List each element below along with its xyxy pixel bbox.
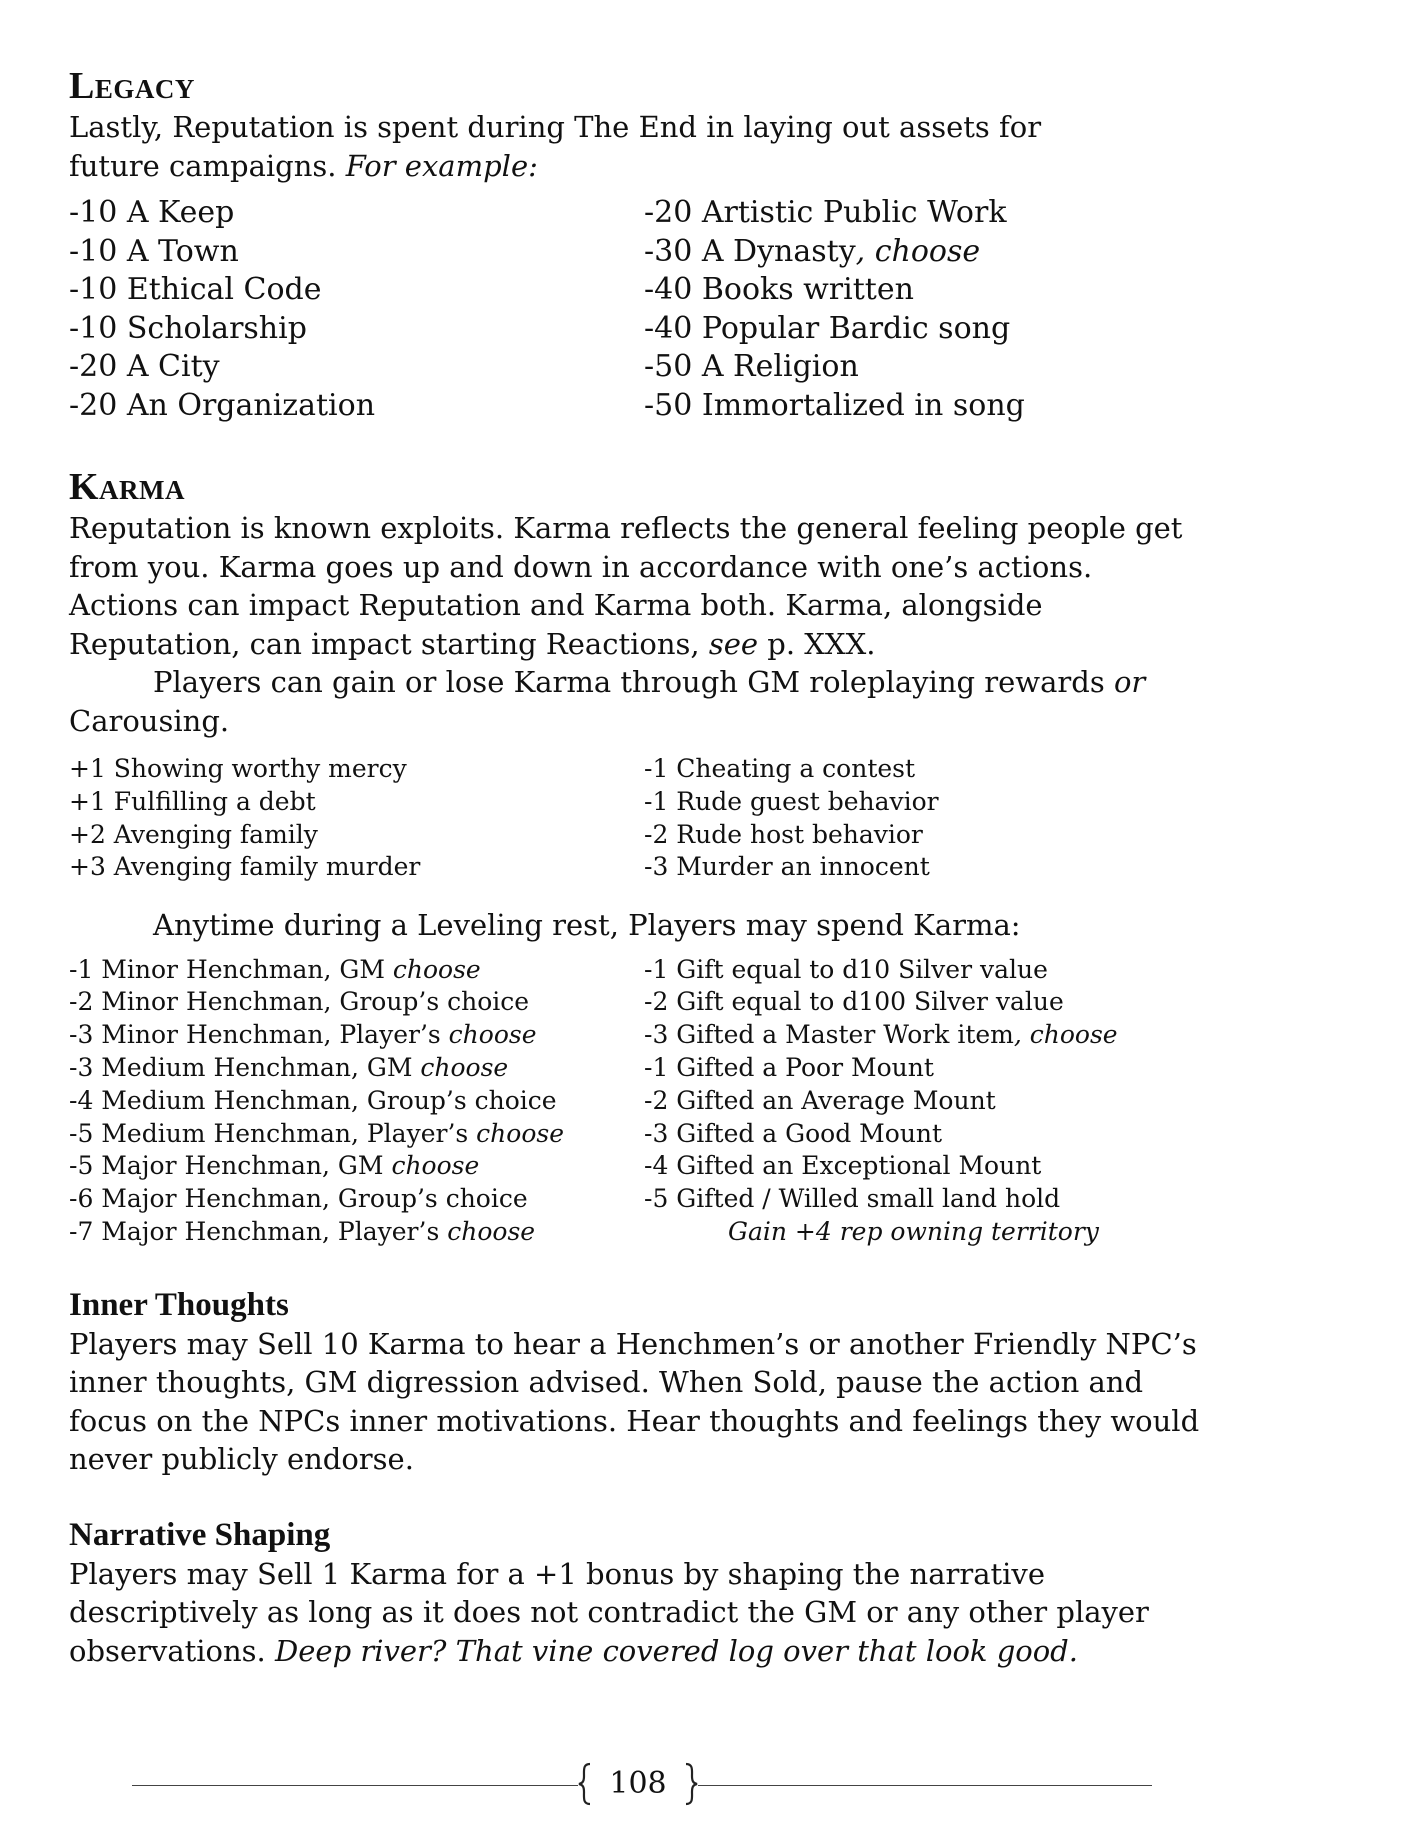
gift-item-text: -2 Gift equal to d100 Silver value [644, 987, 1064, 1017]
legacy-item-text: -40 Books written [644, 272, 914, 307]
legacy-item: -20 A City [69, 349, 220, 384]
karma-p2-text: Players can gain or lose Karma through GM roleplaying rewards [153, 665, 1114, 699]
legacy-item: -10 A Keep [69, 195, 235, 230]
legacy-item [644, 387, 1219, 426]
gifts-list [644, 954, 1219, 1249]
legacy-item: -10 A Town [69, 233, 239, 269]
henchman-item [69, 1019, 644, 1052]
gift-item-text: -3 Gifted a Master Work item [644, 1020, 1014, 1050]
legacy-item-text: -40 Popular Bardic song [644, 310, 1011, 346]
gift-item [644, 1118, 1219, 1151]
legacy-item-text: -50 Immortalized in song [644, 387, 1025, 423]
legacy-item-text: -50 A Religion [644, 349, 859, 384]
legacy-list-left [69, 194, 644, 425]
legacy-item [644, 271, 1219, 310]
legacy-item-text: -30 A Dynasty [644, 233, 856, 269]
gift-item [644, 1019, 1219, 1052]
legacy-item [644, 348, 1219, 387]
footer-rule-right [698, 1785, 1152, 1786]
gift-item-text: -2 Gifted an Average Mount [644, 1085, 996, 1115]
henchman-item [69, 1052, 644, 1085]
legacy-item: -10 Scholarship [69, 310, 307, 346]
narrative-shaping-text [69, 1555, 1219, 1671]
legacy-list [69, 194, 1219, 425]
henchman-item [69, 1118, 644, 1151]
henchmen-list [69, 954, 644, 1249]
henchman-item-italic: choose [391, 1151, 480, 1181]
henchman-item-italic: choose [476, 1118, 565, 1148]
henchman-item-italic: choose [420, 1053, 509, 1083]
karma-lose-item: -1 Rude guest behavior [644, 786, 939, 816]
narrative-shaping-heading: Narrative Shaping [69, 1516, 331, 1553]
page-content [69, 66, 1219, 1670]
gift-item [644, 1085, 1219, 1118]
legacy-item [644, 310, 1219, 349]
gift-item [644, 1183, 1219, 1216]
page-number: 108 [609, 1766, 667, 1801]
gift-item-italic: , choose [1013, 1020, 1118, 1050]
legacy-list-right [644, 194, 1219, 425]
karma-p2-italic: or [1113, 665, 1146, 699]
gift-item [644, 1150, 1219, 1183]
gift-item [644, 986, 1219, 1019]
karma-gain-item: +3 Avenging family murder [69, 852, 421, 882]
henchman-item-text: -2 Minor Henchman, Group’s choice [69, 987, 530, 1017]
karma-heading: Karma [69, 466, 186, 508]
karma-paragraph-2 [69, 663, 1149, 740]
inner-thoughts-heading: Inner Thoughts [69, 1286, 289, 1323]
henchman-item-text: -4 Medium Henchman, Group’s choice [69, 1085, 557, 1115]
karma-paragraph-1 [69, 509, 1209, 663]
karma-p1-text: Reputation is known exploits. Karma reflects the general feeling people get from you. Karma goes up and down in accordance with one’s actions. Actions can impact Reputation and Karma both. Karma, alongside Reputation, can impact starting Reactions, [69, 511, 1183, 661]
karma-p2-text-end: Carousing. [69, 703, 230, 738]
karma-gain-lose-list [69, 753, 1219, 884]
henchman-item-text: -5 Major Henchman, GM [69, 1151, 392, 1181]
karma-p1-italic: see [708, 626, 759, 661]
legacy-item: -10 Ethical Code [69, 272, 322, 307]
karma-lose-item: -2 Rude host behavior [644, 819, 923, 849]
gift-item [644, 1052, 1219, 1085]
legacy-item [644, 194, 1219, 233]
gift-item-text: -3 Gifted a Good Mount [644, 1118, 943, 1148]
gift-item-text: -1 Gifted a Poor Mount [644, 1053, 934, 1083]
henchman-item-text: -6 Major Henchman, Group’s choice [69, 1184, 528, 1214]
legacy-intro [69, 108, 1099, 185]
karma-gain-item: +1 Fulfilling a debt [69, 786, 316, 816]
left-brace-ornament [578, 1762, 592, 1806]
right-brace-ornament [684, 1762, 698, 1806]
karma-lose-item: -1 Cheating a contest [644, 754, 916, 783]
legacy-item-italic: , choose [855, 233, 981, 269]
henchman-item [69, 1183, 644, 1216]
gift-item [644, 954, 1219, 987]
legacy-intro-text: Lastly, Reputation is spent during The End in laying out assets for future campaigns. [69, 110, 1042, 183]
legacy-item: -20 An Organization [69, 387, 376, 423]
henchman-item-italic: choose [392, 954, 481, 984]
gift-item-text: -1 Gift equal to d10 Silver value [644, 954, 1048, 984]
page-footer [132, 1760, 1152, 1810]
karma-lose-list [644, 753, 1219, 884]
legacy-intro-italic: For example: [345, 148, 538, 183]
karma-p1-text-end: p. XXX. [758, 626, 876, 661]
legacy-heading: Legacy [69, 65, 195, 107]
gift-item-text: -5 Gifted / Willed small land hold [644, 1184, 1061, 1214]
legacy-item-text: -20 Artistic Public Work [644, 195, 1007, 230]
henchman-item [69, 1085, 644, 1118]
henchman-item [69, 1150, 644, 1183]
legacy-item [644, 233, 1219, 272]
henchman-item [69, 1216, 644, 1249]
narrative-shaping-body: Players may Sell 1 Karma for a +1 bonus by shaping the narrative descriptively as long as it does not contradict the GM or any other player observations. [69, 1556, 1149, 1668]
footer-rule-left [132, 1785, 578, 1786]
narrative-shaping-italic: Deep river? That vine covered log over that look good. [275, 1633, 1078, 1668]
henchman-item-text: -3 Medium Henchman, GM [69, 1053, 421, 1083]
henchman-item-text: -1 Minor Henchman, GM [69, 954, 393, 984]
karma-gain-item: +2 Avenging family [69, 819, 318, 849]
gift-item-text: -4 Gifted an Exceptional Mount [644, 1151, 1042, 1181]
karma-spend-intro: Anytime during a Leveling rest, Players may spend Karma: [153, 908, 1021, 943]
henchman-item-text: -7 Major Henchman, Player’s [69, 1217, 448, 1247]
karma-spend-list [69, 954, 1219, 1249]
henchman-item-italic: choose [448, 1020, 537, 1050]
henchman-item [69, 986, 644, 1019]
henchman-item-italic: choose [447, 1217, 536, 1247]
karma-gain-list [69, 753, 644, 884]
gift-note: Gain +4 rep owning territory [728, 1217, 1099, 1247]
henchman-item-text: -5 Medium Henchman, Player’s [69, 1118, 477, 1148]
inner-thoughts-text: Players may Sell 10 Karma to hear a Henchmen’s or another Friendly NPC’s inner thoughts, GM digression advised. When Sold, pause the action and focus on the NPCs inner motivations. Hear thoughts and feelings they would never publicly endorse. [69, 1326, 1200, 1477]
karma-lose-item: -3 Murder an innocent [644, 852, 930, 882]
henchman-item-text: -3 Minor Henchman, Player’s [69, 1020, 449, 1050]
henchman-item [69, 954, 644, 987]
karma-gain-item: +1 Showing worthy mercy [69, 754, 407, 783]
